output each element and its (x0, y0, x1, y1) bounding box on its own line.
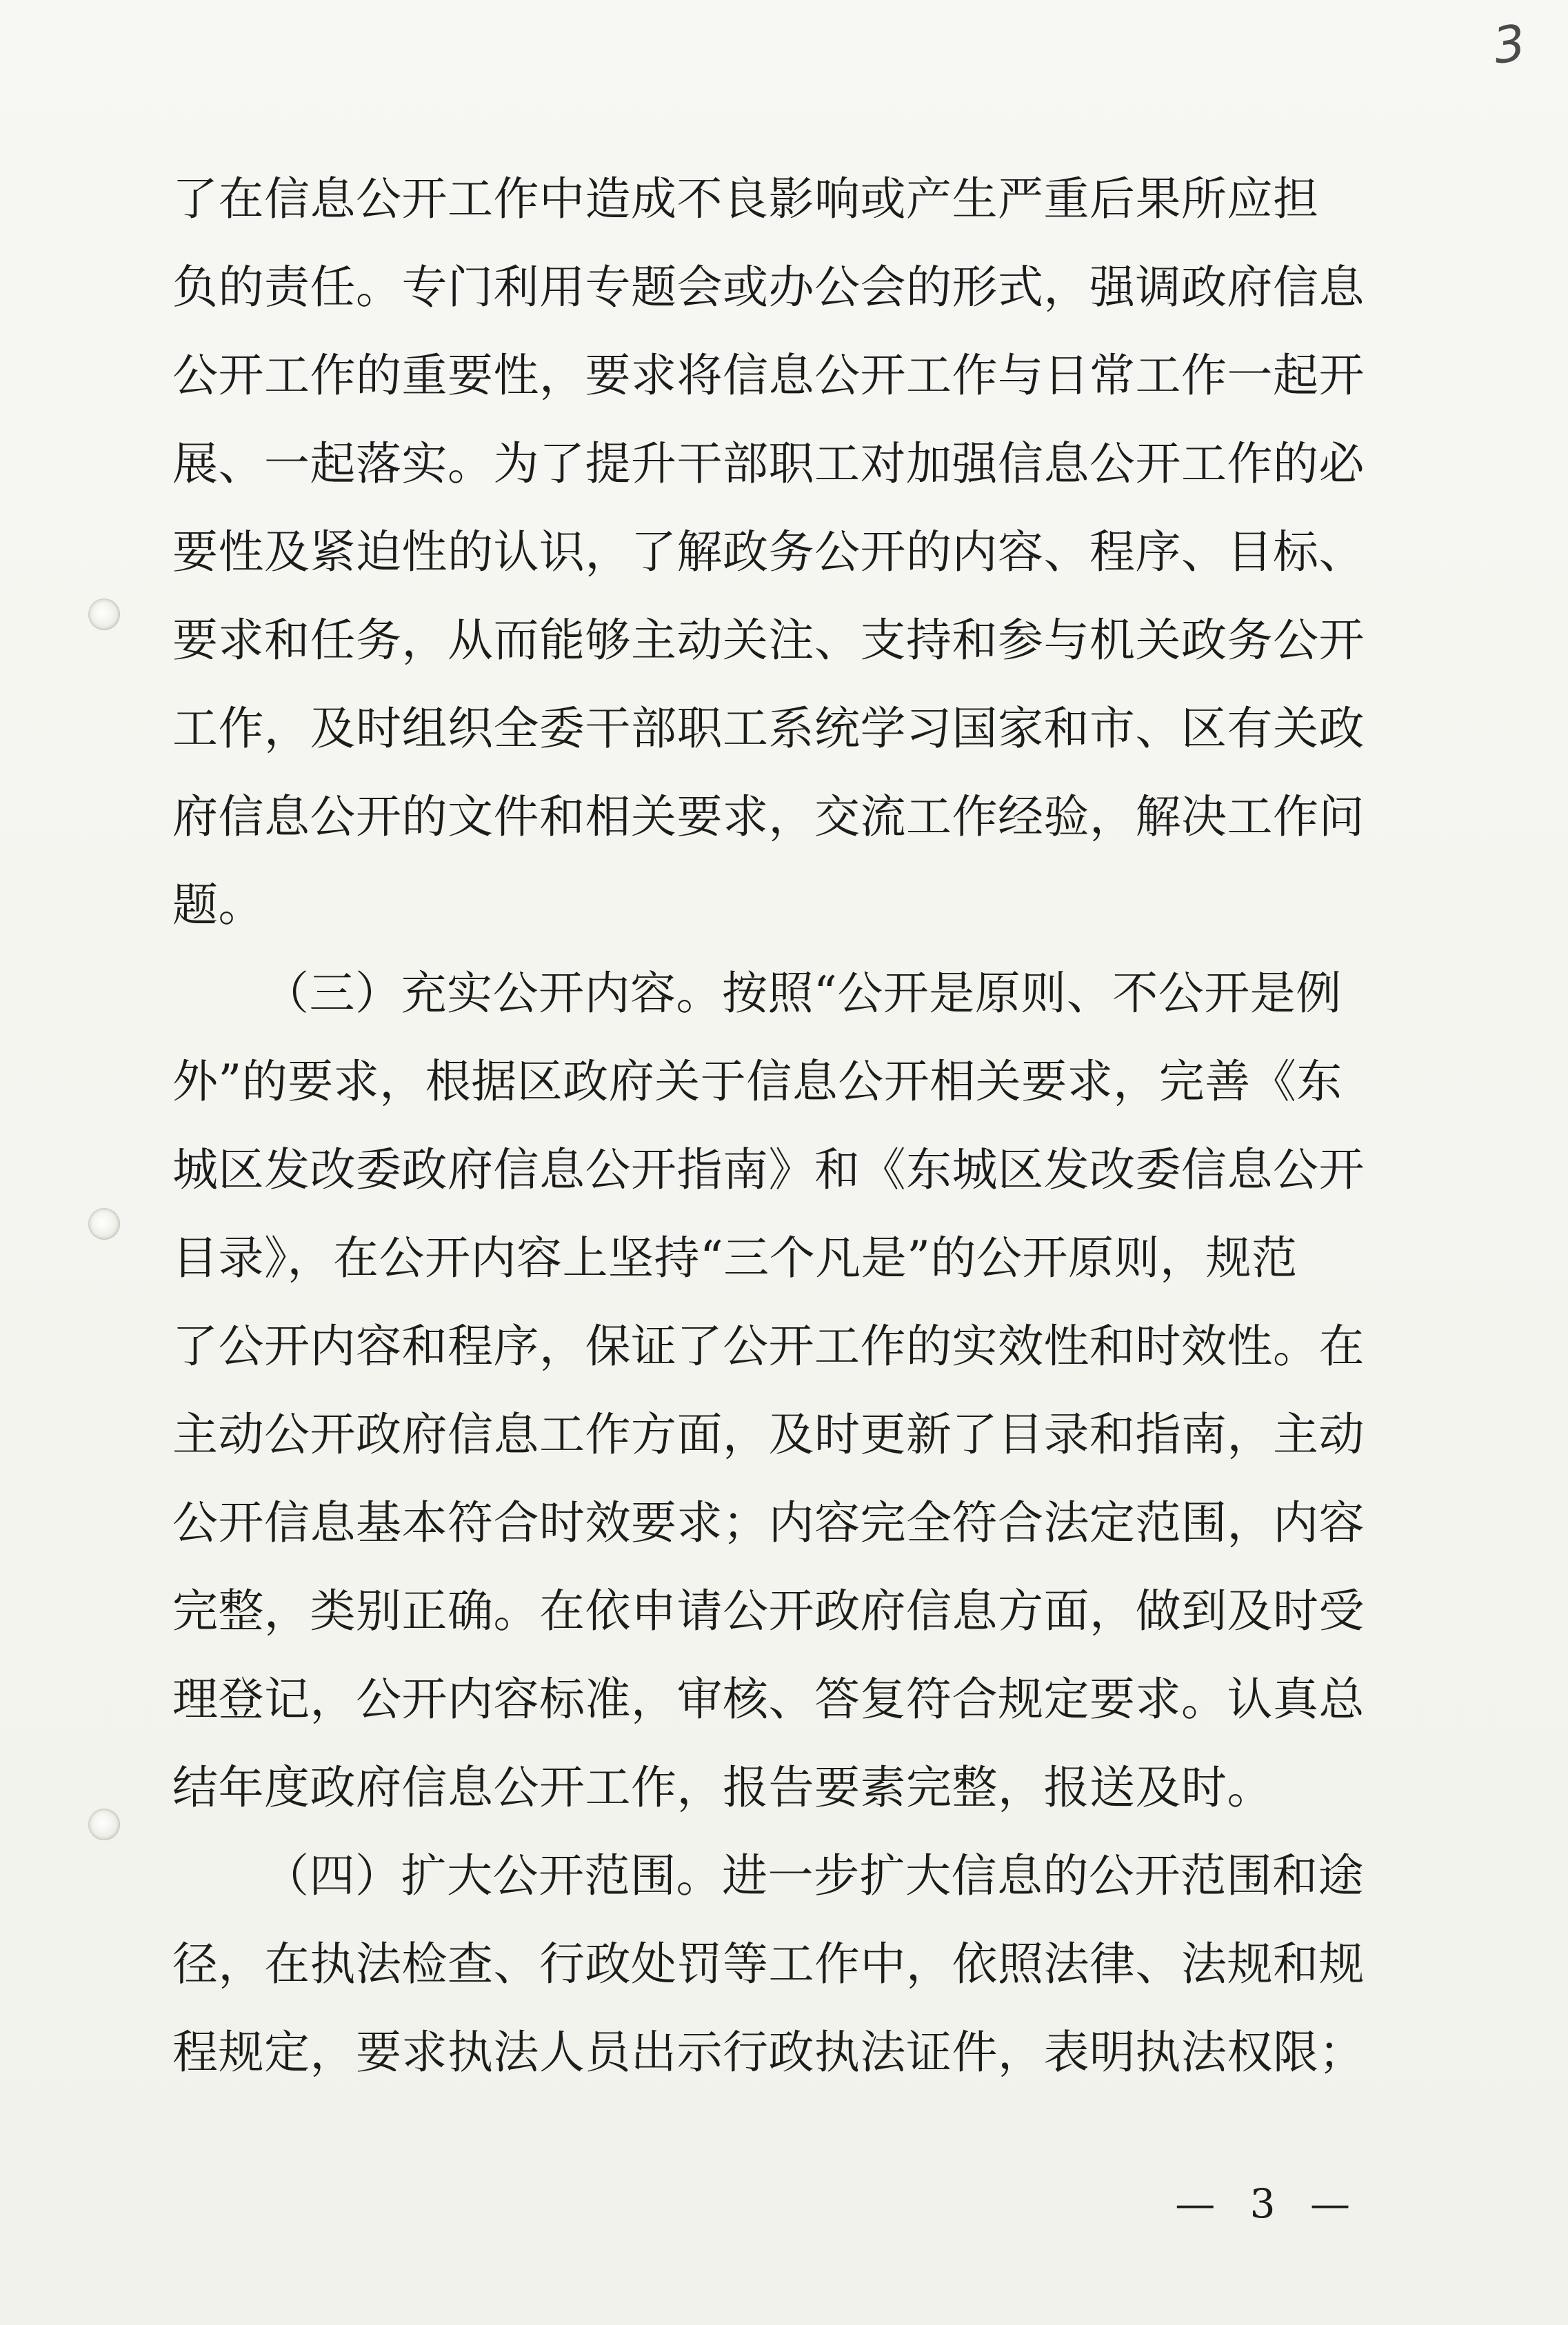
text-line: 目录》，在公开内容上坚持“三个凡是”的公开原则，规范 (172, 1231, 1298, 1285)
text-line: 径，在执法检查、行政处罚等工作中，依照法律、法规和规 (172, 1938, 1365, 1991)
text-line: 外”的要求，根据区政府关于信息公开相关要求，完善《东 (172, 1055, 1343, 1108)
text-line: 程规定，要求执法人员出示行政执法证件，表明执法权限； (172, 2026, 1365, 2079)
text-line: 负的责任。专门利用专题会或办公会的形式，强调政府信息 (172, 261, 1365, 314)
text-line: 主动公开政府信息工作方面，及时更新了目录和指南，主动 (172, 1408, 1365, 1461)
text-line: 了公开内容和程序，保证了公开工作的实效性和时效性。在 (172, 1320, 1365, 1373)
text-line: 题。 (172, 878, 264, 932)
text-line: 公开工作的重要性，要求将信息公开工作与日常工作一起开 (172, 349, 1365, 402)
handwritten-page-mark: 3 (1489, 13, 1529, 75)
document-body (172, 155, 1372, 2097)
text-line: 工作，及时组织全委干部职工系统学习国家和市、区有关政 (172, 702, 1365, 755)
text-line: 要求和任务，从而能够主动关注、支持和参与机关政务公开 (172, 614, 1365, 667)
binding-hole (88, 1208, 120, 1240)
text-line: 结年度政府信息公开工作，报告要素完整，报送及时。 (172, 1761, 1273, 1814)
section-heading-line: （四）扩大公开范围。进一步扩大信息的公开范围和途 (263, 1849, 1364, 1902)
binding-hole (88, 1809, 120, 1840)
page-number: — 3 — (1175, 2180, 1361, 2227)
text-line: 要性及紧迫性的认识，了解政务公开的内容、程序、目标、 (172, 525, 1365, 578)
text-line: 公开信息基本符合时效要求；内容完全符合法定范围，内容 (172, 1496, 1365, 1549)
text-line: 展、一起落实。为了提升干部职工对加强信息公开工作的必 (172, 437, 1365, 490)
section-heading-line: （三）充实公开内容。按照“公开是原则、不公开是例 (263, 967, 1342, 1020)
text-line: 城区发改委政府信息公开指南》和《东城区发改委信息公开 (172, 1143, 1365, 1196)
text-line: 府信息公开的文件和相关要求，交流工作经验，解决工作问 (172, 790, 1365, 843)
binding-hole (88, 598, 120, 630)
text-line: 理登记，公开内容标准，审核、答复符合规定要求。认真总 (172, 1673, 1365, 1726)
text-line: 完整，类别正确。在依申请公开政府信息方面，做到及时受 (172, 1584, 1365, 1638)
text-line: 了在信息公开工作中造成不良影响或产生严重后果所应担 (172, 172, 1319, 225)
